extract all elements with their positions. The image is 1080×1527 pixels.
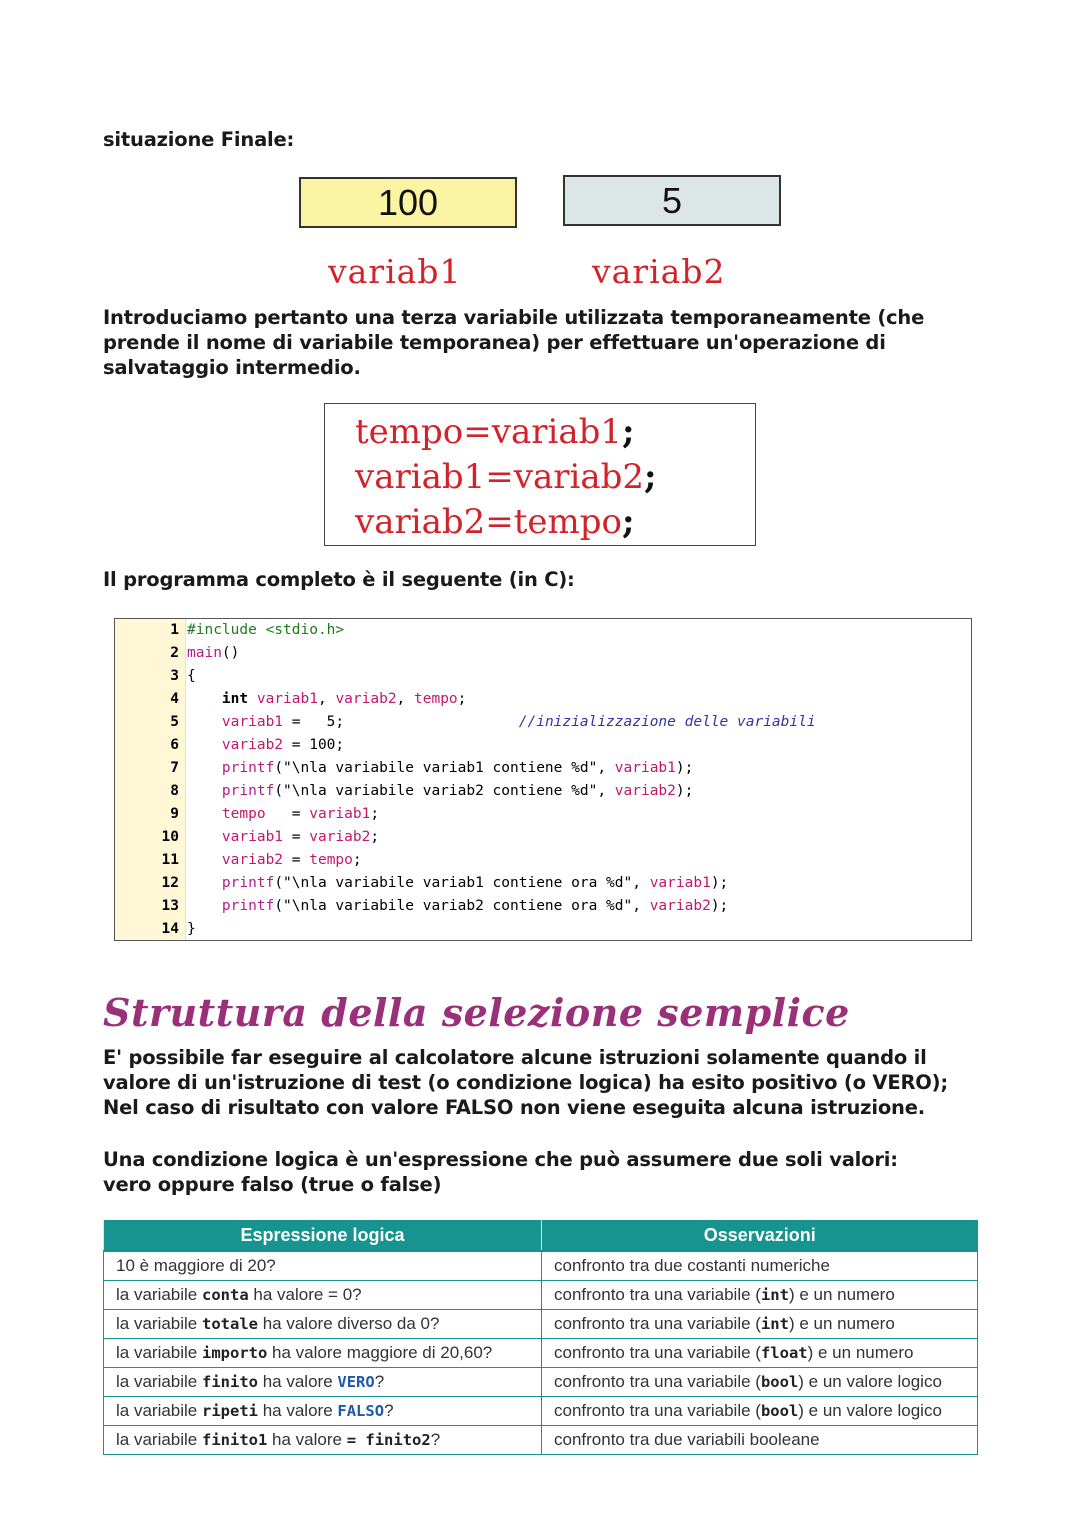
- intro-line: Introduciamo pertanto una terza variabile utilizzata temporaneamente (che: [103, 306, 925, 329]
- cell-text: finito: [202, 1373, 258, 1391]
- code-token: ,: [317, 691, 336, 707]
- code-token: [187, 852, 222, 868]
- cell-text: finito1: [202, 1431, 268, 1449]
- code-token: [187, 806, 222, 822]
- table-row: [104, 1281, 978, 1310]
- expression-cell: [104, 1368, 542, 1397]
- code-token: printf: [221, 783, 275, 799]
- intro-paragraph: [103, 305, 924, 380]
- code-text: [187, 757, 693, 780]
- code-line: [115, 642, 965, 665]
- code-token: variab1: [221, 829, 284, 845]
- cell-text: confronto tra una variabile (: [554, 1401, 761, 1420]
- variab1-value: 100: [377, 181, 439, 223]
- code-token: =: [283, 829, 310, 845]
- cell-text: bool: [760, 1402, 799, 1420]
- line-number: 11: [161, 852, 179, 868]
- cell-text: ha valore: [267, 1430, 347, 1449]
- selection-line: E' possibile far eseguire al calcolatore alcune istruzioni solamente quando il: [103, 1046, 927, 1069]
- cell-text: float: [760, 1344, 808, 1362]
- code-line: [115, 895, 965, 918]
- code-token: [187, 737, 222, 753]
- cell-text: confronto tra una variabile (: [554, 1285, 761, 1304]
- code-text: [187, 619, 344, 642]
- cell-text: la variabile: [116, 1372, 202, 1391]
- code-token: variab1: [256, 691, 318, 707]
- line-number: 13: [161, 898, 179, 914]
- code-token: variab2: [221, 737, 284, 753]
- code-token: variab1: [649, 875, 711, 891]
- cell-text: ) e un valore logico: [798, 1401, 942, 1420]
- code-token: printf: [221, 875, 275, 891]
- cell-text: la variabile: [116, 1285, 202, 1304]
- code-token: (): [221, 645, 240, 661]
- table-row: [104, 1251, 978, 1281]
- line-number: 12: [161, 875, 179, 891]
- code-token: main: [187, 645, 222, 661]
- code-line: [115, 826, 965, 849]
- code-line: [115, 619, 965, 642]
- code-token: );: [710, 875, 729, 891]
- cell-text: ) e un numero: [788, 1285, 895, 1304]
- code-token: variab1: [309, 806, 371, 822]
- code-text: [187, 849, 362, 872]
- code-token: ("\nla variabile variab1 contiene ora %d",: [274, 875, 650, 891]
- expression-cell: [104, 1397, 542, 1426]
- code-line: [115, 803, 965, 826]
- code-token: //inizializzazione delle variabili: [518, 714, 816, 730]
- line-number: 2: [170, 645, 179, 661]
- line-number: 6: [170, 737, 179, 753]
- code-token: );: [675, 783, 694, 799]
- cell-text: ha valore: [258, 1372, 338, 1391]
- table-row: [104, 1368, 978, 1397]
- condition-line: vero oppure falso (true o false): [103, 1173, 442, 1196]
- observation-cell: [542, 1368, 978, 1397]
- code-token: [187, 783, 222, 799]
- logic-expressions-table: [103, 1220, 978, 1455]
- variab1-label: variab1: [328, 252, 462, 291]
- code-text: [187, 711, 816, 734]
- selection-line: valore di un'istruzione di test (o condizione logica) ha esito positivo (o VERO);: [103, 1071, 948, 1094]
- code-token: = 5;: [283, 714, 345, 730]
- table-header-expression: Espressione logica: [104, 1220, 542, 1251]
- code-text: [187, 642, 239, 665]
- code-token: ("\nla variabile variab1 contiene %d",: [274, 760, 615, 776]
- code-token: [187, 829, 222, 845]
- code-line: [115, 849, 965, 872]
- table-row: [104, 1339, 978, 1368]
- code-token: ;: [370, 829, 380, 845]
- code-token: );: [710, 898, 729, 914]
- assignment-line: variab2=tempo;: [355, 502, 635, 542]
- cell-text: ?: [374, 1372, 385, 1391]
- cell-text: 10 è maggiore di 20?: [116, 1256, 276, 1275]
- code-line: [115, 918, 965, 941]
- cell-text: la variabile: [116, 1314, 202, 1333]
- variab2-value: 5: [661, 179, 683, 221]
- cell-text: importo: [202, 1344, 268, 1362]
- code-token: =: [283, 852, 310, 868]
- code-line: [115, 734, 965, 757]
- expression-cell: [104, 1281, 542, 1310]
- code-text: [187, 780, 693, 803]
- cell-text: la variabile: [116, 1430, 202, 1449]
- code-token: variab2: [221, 852, 284, 868]
- cell-text: conta: [202, 1286, 249, 1304]
- code-token: =: [265, 806, 310, 822]
- variab2-label: variab2: [592, 252, 726, 291]
- code-line: [115, 872, 965, 895]
- code-text: [187, 872, 728, 895]
- selection-line: Nel caso di risultato con valore FALSO non viene eseguita alcuna istruzione.: [103, 1096, 925, 1119]
- line-number: 3: [170, 668, 179, 684]
- code-line: [115, 688, 965, 711]
- variab2-value-box: [563, 175, 781, 226]
- line-number: 4: [170, 691, 179, 707]
- code-token: [248, 691, 257, 707]
- expression-cell: [104, 1339, 542, 1368]
- cell-text: ha valore diverso da 0?: [258, 1314, 440, 1333]
- final-situation-heading: situazione Finale:: [103, 128, 295, 151]
- table-header-row: [104, 1220, 978, 1251]
- code-text: [187, 826, 379, 849]
- cell-text: ripeti: [202, 1402, 258, 1420]
- code-token: ;: [457, 691, 467, 707]
- observation-cell: [542, 1339, 978, 1368]
- cell-text: ha valore: [258, 1401, 338, 1420]
- observation-cell: [542, 1397, 978, 1426]
- table-row: [104, 1310, 978, 1339]
- code-token: variab1: [221, 714, 284, 730]
- line-number: 5: [170, 714, 179, 730]
- code-text: [187, 918, 196, 941]
- cell-text: confronto tra una variabile (: [554, 1314, 761, 1333]
- code-token: [344, 714, 519, 730]
- variab1-value-box: [299, 177, 517, 228]
- code-token: #include <stdio.h>: [187, 622, 345, 638]
- condition-line: Una condizione logica è un'espressione che può assumere due soli valori:: [103, 1148, 898, 1171]
- line-number: 7: [170, 760, 179, 776]
- code-token: tempo: [309, 852, 353, 868]
- cell-text: ?: [430, 1430, 441, 1449]
- table-body: [104, 1251, 978, 1455]
- code-line: [115, 757, 965, 780]
- observation-cell: [542, 1310, 978, 1339]
- observation-cell: [542, 1251, 978, 1281]
- code-token: }: [187, 921, 196, 937]
- line-number: 8: [170, 783, 179, 799]
- table-header-observations: Osservazioni: [542, 1220, 978, 1251]
- cell-text: confronto tra una variabile (: [554, 1343, 761, 1362]
- expression-cell: [104, 1426, 542, 1455]
- cell-text: bool: [760, 1373, 799, 1391]
- code-token: variab2: [309, 829, 371, 845]
- intro-line: prende il nome di variabile temporanea) per effettuare un'operazione di: [103, 331, 886, 354]
- code-token: [187, 691, 222, 707]
- code-text: [187, 688, 466, 711]
- code-token: tempo: [414, 691, 458, 707]
- code-token: [187, 760, 222, 776]
- table-row: [104, 1426, 978, 1455]
- cell-text: ha valore = 0?: [248, 1285, 362, 1304]
- code-token: int: [221, 691, 249, 707]
- code-text: [187, 895, 728, 918]
- line-number: 9: [170, 806, 179, 822]
- cell-text: VERO: [337, 1373, 375, 1391]
- code-text: [187, 803, 379, 826]
- observation-cell: [542, 1426, 978, 1455]
- code-token: printf: [221, 898, 275, 914]
- code-token: );: [675, 760, 694, 776]
- code-token: variab2: [335, 691, 397, 707]
- code-token: variab1: [614, 760, 676, 776]
- cell-text: ) e un numero: [807, 1343, 914, 1362]
- code-token: ("\nla variabile variab2 contiene %d",: [274, 783, 615, 799]
- expression-cell: [104, 1310, 542, 1339]
- code-listing: [114, 618, 972, 941]
- code-token: ("\nla variabile variab2 contiene ora %d",: [274, 898, 650, 914]
- code-token: [187, 898, 222, 914]
- cell-text: confronto tra due costanti numeriche: [554, 1256, 830, 1275]
- code-token: = 100;: [283, 737, 345, 753]
- cell-text: la variabile: [116, 1401, 202, 1420]
- cell-text: ) e un valore logico: [798, 1372, 942, 1391]
- code-token: ,: [396, 691, 415, 707]
- assignment-line: tempo=variab1;: [355, 412, 635, 452]
- code-text: [187, 665, 196, 688]
- expression-cell: [104, 1251, 542, 1281]
- code-token: printf: [221, 760, 275, 776]
- intro-line: salvataggio intermedio.: [103, 356, 361, 379]
- code-token: {: [187, 668, 196, 684]
- cell-text: confronto tra due variabili booleane: [554, 1430, 820, 1449]
- observation-cell: [542, 1281, 978, 1310]
- code-line: [115, 665, 965, 688]
- code-token: [187, 714, 222, 730]
- selection-paragraph: [103, 1045, 948, 1120]
- code-line: [115, 711, 965, 734]
- code-token: variab2: [649, 898, 711, 914]
- cell-text: FALSO: [337, 1402, 385, 1420]
- line-number: 14: [161, 921, 179, 937]
- section-heading: Struttura della selezione semplice: [103, 990, 850, 1035]
- cell-text: int: [760, 1315, 789, 1333]
- code-line: [115, 780, 965, 803]
- assignment-line: variab1=variab2;: [355, 457, 657, 497]
- cell-text: int: [760, 1286, 789, 1304]
- code-token: tempo: [221, 806, 266, 822]
- code-token: ;: [370, 806, 380, 822]
- condition-paragraph: [103, 1147, 898, 1197]
- code-token: variab2: [614, 783, 676, 799]
- cell-text: totale: [202, 1315, 258, 1333]
- line-number: 1: [170, 622, 179, 638]
- swap-assignments-box: [324, 403, 756, 546]
- code-token: ;: [352, 852, 362, 868]
- cell-text: ha valore maggiore di 20,60?: [267, 1343, 493, 1362]
- cell-text: = finito2: [346, 1431, 431, 1449]
- cell-text: la variabile: [116, 1343, 202, 1362]
- code-token: [187, 875, 222, 891]
- code-text: [187, 734, 344, 757]
- cell-text: ) e un numero: [788, 1314, 895, 1333]
- cell-text: confronto tra una variabile (: [554, 1372, 761, 1391]
- line-number: 10: [161, 829, 179, 845]
- program-intro: Il programma completo è il seguente (in C):: [103, 568, 575, 591]
- cell-text: ?: [384, 1401, 394, 1420]
- table-row: [104, 1397, 978, 1426]
